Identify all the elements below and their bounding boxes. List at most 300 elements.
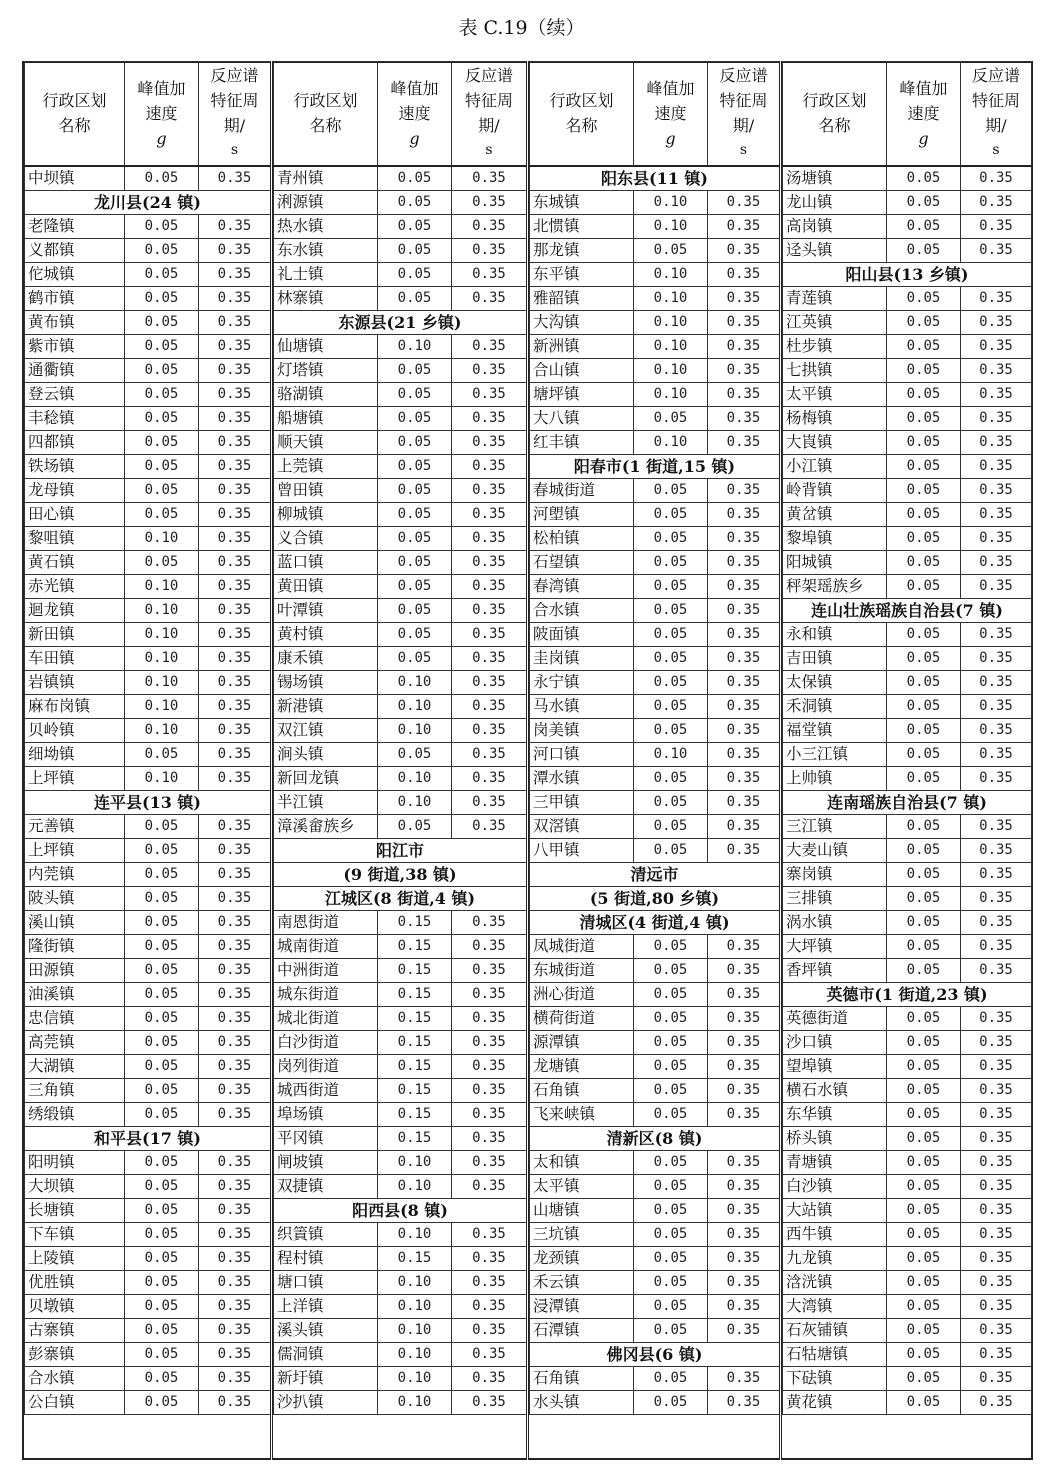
table-row <box>783 718 1032 742</box>
group-heading: (9 街道,38 镇) <box>274 862 527 886</box>
peak-acceleration: 0.05 <box>634 406 708 430</box>
region-name: 永宁镇 <box>530 670 634 694</box>
characteristic-period: 0.35 <box>199 262 271 286</box>
characteristic-period: 0.35 <box>452 742 527 766</box>
region-name: 紫市镇 <box>25 334 125 358</box>
table-row <box>274 1222 527 1246</box>
table-row <box>25 1246 271 1270</box>
table-row <box>274 670 527 694</box>
characteristic-period: 0.35 <box>961 958 1032 982</box>
region-name: 义都镇 <box>25 238 125 262</box>
characteristic-period: 0.35 <box>708 1270 780 1294</box>
table-row <box>530 1078 780 1102</box>
header-row <box>783 62 1032 166</box>
characteristic-period: 0.35 <box>961 1198 1032 1222</box>
peak-acceleration: 0.10 <box>634 358 708 382</box>
region-name: 永和镇 <box>783 622 887 646</box>
region-name: 大沟镇 <box>530 310 634 334</box>
table-row <box>783 1366 1032 1390</box>
peak-acceleration: 0.05 <box>887 1246 961 1270</box>
peak-acceleration: 0.05 <box>125 742 199 766</box>
table-row <box>25 1318 271 1342</box>
characteristic-period: 0.35 <box>961 334 1032 358</box>
peak-acceleration: 0.10 <box>125 622 199 646</box>
characteristic-period: 0.35 <box>708 982 780 1006</box>
table-row <box>530 214 780 238</box>
characteristic-period: 0.35 <box>708 214 780 238</box>
table-row <box>274 982 527 1006</box>
characteristic-period: 0.35 <box>452 478 527 502</box>
characteristic-period: 0.35 <box>199 1030 271 1054</box>
characteristic-period: 0.35 <box>199 718 271 742</box>
region-name: 彭寨镇 <box>25 1342 125 1366</box>
characteristic-period: 0.35 <box>199 982 271 1006</box>
region-name: 新港镇 <box>274 694 378 718</box>
region-name: 黄田镇 <box>274 574 378 598</box>
region-name: 长塘镇 <box>25 1198 125 1222</box>
region-name: 岗美镇 <box>530 718 634 742</box>
characteristic-period: 0.35 <box>199 598 271 622</box>
peak-acceleration: 0.10 <box>634 382 708 406</box>
peak-acceleration: 0.10 <box>378 670 452 694</box>
table-row <box>25 526 271 550</box>
characteristic-period: 0.35 <box>961 862 1032 886</box>
table-row <box>530 1198 780 1222</box>
table-row <box>25 742 271 766</box>
peak-acceleration: 0.05 <box>887 1102 961 1126</box>
region-name: 油溪镇 <box>25 982 125 1006</box>
table-row <box>25 1390 271 1414</box>
peak-acceleration: 0.05 <box>887 166 961 191</box>
characteristic-period: 0.35 <box>961 1366 1032 1390</box>
region-name: 太保镇 <box>783 670 887 694</box>
table-row <box>25 1078 271 1102</box>
region-name: 礼士镇 <box>274 262 378 286</box>
region-name: 公白镇 <box>25 1390 125 1414</box>
peak-acceleration: 0.05 <box>887 550 961 574</box>
region-name: 三甲镇 <box>530 790 634 814</box>
table-row <box>274 166 527 191</box>
peak-acceleration: 0.05 <box>125 1342 199 1366</box>
peak-acceleration: 0.05 <box>125 214 199 238</box>
table-row <box>530 358 780 382</box>
region-name: 高莞镇 <box>25 1030 125 1054</box>
table-row <box>274 550 527 574</box>
region-name: 仙塘镇 <box>274 334 378 358</box>
characteristic-period: 0.35 <box>199 166 271 191</box>
region-name: 白沙镇 <box>783 1174 887 1198</box>
table-row <box>530 1006 780 1030</box>
region-name: 洲心街道 <box>530 982 634 1006</box>
table-row <box>783 1342 1032 1366</box>
peak-acceleration: 0.05 <box>378 262 452 286</box>
region-name: 八甲镇 <box>530 838 634 862</box>
table-row <box>530 1270 780 1294</box>
region-name: 上洋镇 <box>274 1294 378 1318</box>
region-name: 小江镇 <box>783 454 887 478</box>
data-table <box>529 61 780 1415</box>
peak-acceleration: 0.05 <box>887 862 961 886</box>
characteristic-period: 0.35 <box>961 1102 1032 1126</box>
region-name: 漳溪畲族乡 <box>274 814 378 838</box>
characteristic-period: 0.35 <box>199 574 271 598</box>
table-row <box>530 574 780 598</box>
characteristic-period: 0.35 <box>199 430 271 454</box>
peak-acceleration: 0.10 <box>125 670 199 694</box>
characteristic-period: 0.35 <box>708 1222 780 1246</box>
characteristic-period: 0.35 <box>452 958 527 982</box>
characteristic-period: 0.35 <box>708 262 780 286</box>
region-name: 吉田镇 <box>783 646 887 670</box>
table-row <box>783 574 1032 598</box>
table-row <box>274 478 527 502</box>
peak-acceleration: 0.10 <box>378 718 452 742</box>
table-row <box>530 670 780 694</box>
table-row <box>530 1174 780 1198</box>
region-name: 沙扒镇 <box>274 1390 378 1414</box>
characteristic-period: 0.35 <box>961 1222 1032 1246</box>
characteristic-period: 0.35 <box>199 670 271 694</box>
peak-acceleration: 0.05 <box>125 1030 199 1054</box>
region-name: 东华镇 <box>783 1102 887 1126</box>
table-row <box>274 694 527 718</box>
peak-acceleration: 0.05 <box>887 334 961 358</box>
characteristic-period: 0.35 <box>452 1246 527 1270</box>
region-name: 铁场镇 <box>25 454 125 478</box>
peak-acceleration: 0.05 <box>634 574 708 598</box>
peak-acceleration: 0.05 <box>378 646 452 670</box>
table-row <box>530 1102 780 1126</box>
peak-acceleration: 0.10 <box>378 694 452 718</box>
characteristic-period: 0.35 <box>452 574 527 598</box>
region-name: 佗城镇 <box>25 262 125 286</box>
characteristic-period: 0.35 <box>708 1246 780 1270</box>
header-pga <box>125 62 199 166</box>
table-row <box>274 430 527 454</box>
characteristic-period: 0.35 <box>452 190 527 214</box>
characteristic-period: 0.35 <box>452 550 527 574</box>
table-row <box>25 766 271 790</box>
characteristic-period: 0.35 <box>452 1174 527 1198</box>
table-row <box>25 910 271 934</box>
table-row <box>530 934 780 958</box>
region-name: 中坝镇 <box>25 166 125 191</box>
table-row <box>783 190 1032 214</box>
region-name: 贝墩镇 <box>25 1294 125 1318</box>
region-name: 高岗镇 <box>783 214 887 238</box>
characteristic-period: 0.35 <box>961 550 1032 574</box>
region-name: 水头镇 <box>530 1390 634 1414</box>
peak-acceleration: 0.05 <box>634 670 708 694</box>
header-period-unit: s <box>230 142 239 159</box>
table-row <box>783 1294 1032 1318</box>
characteristic-period: 0.35 <box>708 1102 780 1126</box>
peak-acceleration: 0.05 <box>887 766 961 790</box>
header-pga-text: 峰值加速度 <box>390 78 439 123</box>
region-name: 黎咀镇 <box>25 526 125 550</box>
characteristic-period: 0.35 <box>961 1078 1032 1102</box>
region-name: 英德街道 <box>783 1006 887 1030</box>
group-row <box>530 862 780 886</box>
header-period-text: 反应谱特征周期/ <box>210 66 259 136</box>
characteristic-period: 0.35 <box>452 934 527 958</box>
table-row <box>25 286 271 310</box>
table-row <box>274 1318 527 1342</box>
peak-acceleration: 0.05 <box>887 382 961 406</box>
table-row <box>783 862 1032 886</box>
characteristic-period: 0.35 <box>452 1150 527 1174</box>
characteristic-period: 0.35 <box>708 598 780 622</box>
table-row <box>25 310 271 334</box>
table-row <box>25 934 271 958</box>
region-name: 横荷街道 <box>530 1006 634 1030</box>
characteristic-period: 0.35 <box>199 1150 271 1174</box>
characteristic-period: 0.35 <box>708 1390 780 1414</box>
region-name: 黄岔镇 <box>783 502 887 526</box>
region-name: 涡水镇 <box>783 910 887 934</box>
table-row <box>530 838 780 862</box>
characteristic-period: 0.35 <box>199 862 271 886</box>
region-name: 儒洞镇 <box>274 1342 378 1366</box>
region-name: 柳城镇 <box>274 502 378 526</box>
characteristic-period: 0.35 <box>199 694 271 718</box>
table-row <box>783 622 1032 646</box>
region-name: 禾洞镇 <box>783 694 887 718</box>
characteristic-period: 0.35 <box>961 1054 1032 1078</box>
peak-acceleration: 0.05 <box>125 166 199 191</box>
characteristic-period: 0.35 <box>961 1126 1032 1150</box>
characteristic-period: 0.35 <box>708 694 780 718</box>
table-row <box>530 190 780 214</box>
region-name: 登云镇 <box>25 382 125 406</box>
peak-acceleration: 0.15 <box>378 1054 452 1078</box>
region-name: 下砝镇 <box>783 1366 887 1390</box>
region-name: 太平镇 <box>530 1174 634 1198</box>
table-row <box>274 742 527 766</box>
region-name: 黄花镇 <box>783 1390 887 1414</box>
characteristic-period: 0.35 <box>199 622 271 646</box>
table-row <box>783 1198 1032 1222</box>
header-row <box>530 62 780 166</box>
peak-acceleration: 0.05 <box>887 310 961 334</box>
peak-acceleration: 0.05 <box>634 646 708 670</box>
characteristic-period: 0.35 <box>199 478 271 502</box>
header-period <box>708 62 780 166</box>
peak-acceleration: 0.05 <box>378 286 452 310</box>
characteristic-period: 0.35 <box>708 742 780 766</box>
peak-acceleration: 0.10 <box>378 1270 452 1294</box>
peak-acceleration: 0.05 <box>887 286 961 310</box>
region-name: 春湾镇 <box>530 574 634 598</box>
peak-acceleration: 0.05 <box>887 1294 961 1318</box>
characteristic-period: 0.35 <box>708 718 780 742</box>
table-row <box>783 910 1032 934</box>
table-row <box>783 454 1032 478</box>
peak-acceleration: 0.05 <box>125 1102 199 1126</box>
peak-acceleration: 0.05 <box>125 406 199 430</box>
peak-acceleration: 0.10 <box>378 766 452 790</box>
characteristic-period: 0.35 <box>199 1294 271 1318</box>
region-name: 溪头镇 <box>274 1318 378 1342</box>
region-name: 陂头镇 <box>25 886 125 910</box>
group-heading: 连南瑶族自治县(7 镇) <box>783 790 1032 814</box>
region-name: 四都镇 <box>25 430 125 454</box>
region-name: 曾田镇 <box>274 478 378 502</box>
table-panel-4 <box>782 61 1031 1460</box>
characteristic-period: 0.35 <box>452 1030 527 1054</box>
table-row <box>25 814 271 838</box>
peak-acceleration: 0.15 <box>378 1006 452 1030</box>
peak-acceleration: 0.05 <box>634 766 708 790</box>
table-row <box>783 814 1032 838</box>
table-row <box>783 838 1032 862</box>
header-pga <box>378 62 452 166</box>
region-name: 平冈镇 <box>274 1126 378 1150</box>
region-name: 东平镇 <box>530 262 634 286</box>
table-row <box>783 1222 1032 1246</box>
peak-acceleration: 0.05 <box>125 838 199 862</box>
region-name: 沙口镇 <box>783 1030 887 1054</box>
peak-acceleration: 0.05 <box>634 1318 708 1342</box>
group-row <box>274 838 527 862</box>
header-period-unit: s <box>739 142 748 159</box>
table-row <box>25 382 271 406</box>
characteristic-period: 0.35 <box>708 958 780 982</box>
peak-acceleration: 0.05 <box>634 1006 708 1030</box>
peak-acceleration: 0.05 <box>887 190 961 214</box>
characteristic-period: 0.35 <box>199 286 271 310</box>
table-row <box>274 334 527 358</box>
characteristic-period: 0.35 <box>452 670 527 694</box>
region-name: 元善镇 <box>25 814 125 838</box>
peak-acceleration: 0.05 <box>887 1318 961 1342</box>
region-name: 塘口镇 <box>274 1270 378 1294</box>
header-row <box>25 62 271 166</box>
table-row <box>530 382 780 406</box>
characteristic-period: 0.35 <box>199 214 271 238</box>
characteristic-period: 0.35 <box>708 814 780 838</box>
table-row <box>274 454 527 478</box>
table-row <box>274 646 527 670</box>
region-name: 城北街道 <box>274 1006 378 1030</box>
characteristic-period: 0.35 <box>452 694 527 718</box>
characteristic-period: 0.35 <box>452 1102 527 1126</box>
characteristic-period: 0.35 <box>961 814 1032 838</box>
characteristic-period: 0.35 <box>961 166 1032 191</box>
table-row <box>783 214 1032 238</box>
table-row <box>783 478 1032 502</box>
region-name: 源潭镇 <box>530 1030 634 1054</box>
table-row <box>25 646 271 670</box>
region-name: 优胜镇 <box>25 1270 125 1294</box>
peak-acceleration: 0.05 <box>125 382 199 406</box>
region-name: 香坪镇 <box>783 958 887 982</box>
group-heading: 龙川县(24 镇) <box>25 190 271 214</box>
peak-acceleration: 0.10 <box>378 1366 452 1390</box>
table-row <box>25 1006 271 1030</box>
characteristic-period: 0.35 <box>708 550 780 574</box>
characteristic-period: 0.35 <box>452 790 527 814</box>
table-row <box>783 406 1032 430</box>
table-row <box>274 1150 527 1174</box>
peak-acceleration: 0.15 <box>378 1078 452 1102</box>
characteristic-period: 0.35 <box>708 190 780 214</box>
characteristic-period: 0.35 <box>199 238 271 262</box>
table-row <box>783 310 1032 334</box>
table-row <box>274 598 527 622</box>
peak-acceleration: 0.05 <box>887 1342 961 1366</box>
region-name: 白沙街道 <box>274 1030 378 1054</box>
peak-acceleration: 0.05 <box>887 478 961 502</box>
peak-acceleration: 0.05 <box>634 1390 708 1414</box>
peak-acceleration: 0.10 <box>634 742 708 766</box>
region-name: 山塘镇 <box>530 1198 634 1222</box>
peak-acceleration: 0.10 <box>378 1150 452 1174</box>
peak-acceleration: 0.15 <box>378 1126 452 1150</box>
data-table <box>24 61 271 1415</box>
table-row <box>783 430 1032 454</box>
characteristic-period: 0.35 <box>199 454 271 478</box>
table-row <box>274 1294 527 1318</box>
region-name: 埠场镇 <box>274 1102 378 1126</box>
peak-acceleration: 0.05 <box>634 1246 708 1270</box>
table-row <box>783 742 1032 766</box>
characteristic-period: 0.35 <box>708 478 780 502</box>
region-name: 阳城镇 <box>783 550 887 574</box>
peak-acceleration: 0.05 <box>378 598 452 622</box>
peak-acceleration: 0.05 <box>125 886 199 910</box>
group-heading: 阳西县(8 镇) <box>274 1198 527 1222</box>
peak-acceleration: 0.05 <box>634 550 708 574</box>
table-row <box>274 1126 527 1150</box>
table-row <box>783 1030 1032 1054</box>
table-row <box>783 1126 1032 1150</box>
peak-acceleration: 0.05 <box>634 1270 708 1294</box>
peak-acceleration: 0.10 <box>634 190 708 214</box>
peak-acceleration: 0.05 <box>125 1318 199 1342</box>
peak-acceleration: 0.05 <box>125 910 199 934</box>
characteristic-period: 0.35 <box>199 334 271 358</box>
table-row <box>274 238 527 262</box>
characteristic-period: 0.35 <box>199 1222 271 1246</box>
characteristic-period: 0.35 <box>452 1078 527 1102</box>
peak-acceleration: 0.05 <box>887 1030 961 1054</box>
region-name: 汤塘镇 <box>783 166 887 191</box>
region-name: 城南街道 <box>274 934 378 958</box>
peak-acceleration: 0.05 <box>634 1030 708 1054</box>
peak-acceleration: 0.05 <box>887 1366 961 1390</box>
characteristic-period: 0.35 <box>199 958 271 982</box>
header-name <box>25 62 125 166</box>
table-row <box>25 1270 271 1294</box>
characteristic-period: 0.35 <box>452 502 527 526</box>
region-name: 新圩镇 <box>274 1366 378 1390</box>
characteristic-period: 0.35 <box>961 1318 1032 1342</box>
characteristic-period: 0.35 <box>961 430 1032 454</box>
characteristic-period: 0.35 <box>708 1030 780 1054</box>
region-name: 双江镇 <box>274 718 378 742</box>
region-name: 忠信镇 <box>25 1006 125 1030</box>
characteristic-period: 0.35 <box>452 286 527 310</box>
region-name: 福堂镇 <box>783 718 887 742</box>
peak-acceleration: 0.05 <box>378 526 452 550</box>
table-row <box>274 718 527 742</box>
table-row <box>783 358 1032 382</box>
table-row <box>530 718 780 742</box>
header-name <box>274 62 378 166</box>
characteristic-period: 0.35 <box>961 286 1032 310</box>
header-period-unit: s <box>992 142 1000 159</box>
